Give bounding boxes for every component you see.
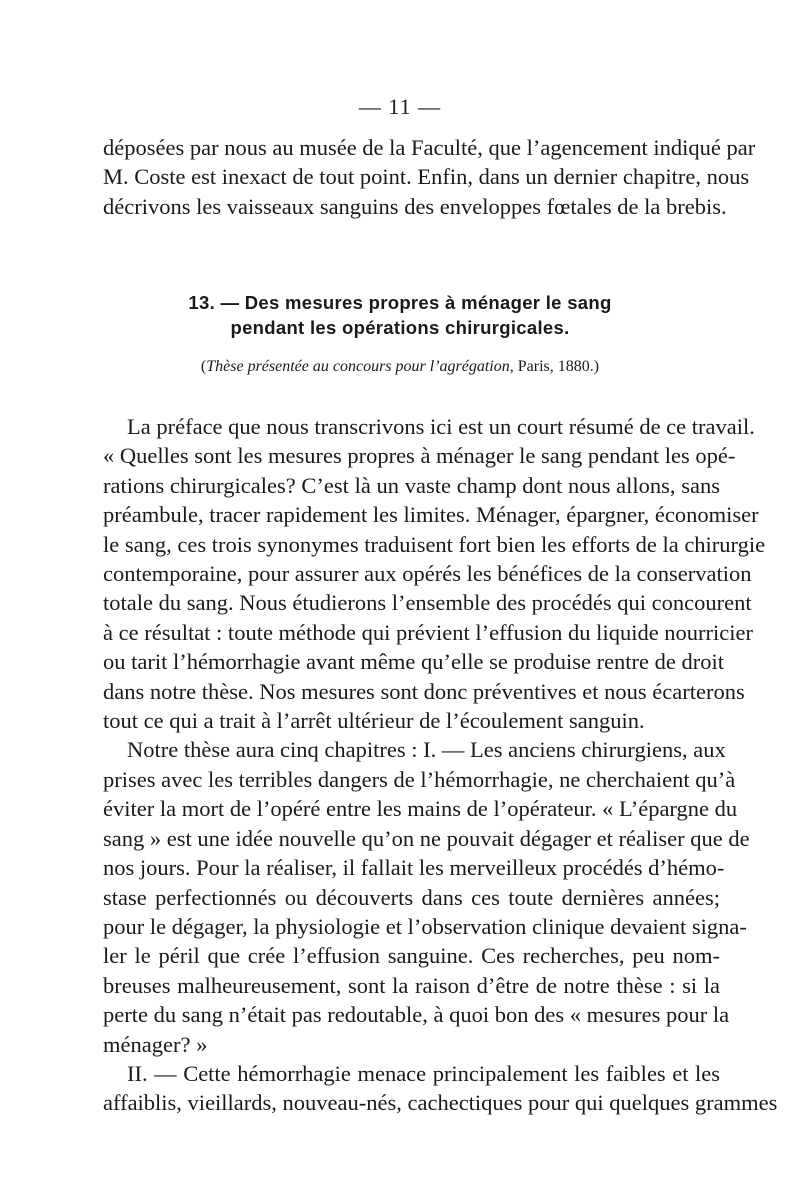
text-line: Notre thèse aura cinq chapitres : I. — Les anciens chirurgiens, aux <box>127 737 726 763</box>
text-line: déposées par nous au musée de la Faculté, que l’agencement indiqué par <box>103 135 756 160</box>
text-line: tout ce qui a trait à l’arrêt ultérieur de l’écoulement sanguin. <box>103 708 645 734</box>
section-heading <box>0 290 800 340</box>
text-line: ou tarit l’hémorrhagie avant même qu’elle se produise rentre de droit <box>103 649 725 675</box>
text-line: éviter la mort de l’opéré entre les mains de l’opérateur. « L’épargne du <box>103 796 738 822</box>
text-line: M. Coste est inexact de tout point. Enfin, dans un dernier chapitre, nous <box>103 164 750 190</box>
body-text <box>103 412 778 1118</box>
heading-line-1: 13. — Des mesures propres à ménager le sang <box>188 292 612 313</box>
text-line: II. — Cette hémorrhagie menace principalement les faibles et les <box>127 1060 720 1086</box>
citation-open: ( <box>200 358 207 375</box>
text-line: ménager? » <box>103 1031 208 1057</box>
intro-paragraph <box>103 133 756 221</box>
text-line: le sang, ces trois synonymes traduisent fort bien les efforts de la chirurgie <box>103 531 766 557</box>
text-line: contemporaine, pour assurer aux opérés les bénéfices de la conservation <box>103 561 752 587</box>
text-line: nos jours. Pour la réaliser, il fallait les merveilleux procédés d’hémo- <box>103 855 725 881</box>
text-line: breuses malheureusement, sont la raison d’être de notre thèse : si la <box>103 972 720 998</box>
citation-italic: Thèse présentée au concours pour l’agrégation, <box>206 358 514 375</box>
text-line: rations chirurgicales? C’est là un vaste champ dont nous allons, sans <box>103 472 720 498</box>
text-line: perte du sang n’était pas redoutable, à quoi bon des « mesures pour la <box>103 1002 730 1028</box>
text-line: « Quelles sont les mesures propres à ménager le sang pendant les opé- <box>103 443 736 469</box>
text-line: prises avec les terribles dangers de l’hémorrhagie, ne cherchaient qu’à <box>103 766 736 792</box>
page-number: — 11 — <box>358 94 442 119</box>
citation <box>0 358 800 376</box>
text-line: décrivons les vaisseaux sanguins des enveloppes fœtales de la brebis. <box>103 193 727 219</box>
text-line: à ce résultat : toute méthode qui prévient l’effusion du liquide nourricier <box>103 619 754 645</box>
text-line: pour le dégager, la physiologie et l’observation clinique devaient signa- <box>103 913 747 939</box>
heading-line-2: pendant les opérations chirurgicales. <box>230 317 570 338</box>
text-line: affaiblis, vieillards, nouveau-nés, cachectiques pour qui quelques grammes <box>103 1090 778 1116</box>
text-line: ler le péril que crée l’effusion sanguine. Ces recherches, peu nom- <box>103 943 720 969</box>
text-line: dans notre thèse. Nos mesures sont donc préventives et nous écarterons <box>103 678 745 704</box>
citation-roman: Paris, 1880.) <box>513 358 600 375</box>
text-line: stase perfectionnés ou découverts dans ces toute dernières années; <box>103 884 720 910</box>
text-line: sang » est une idée nouvelle qu’on ne pouvait dégager et réaliser que de <box>103 825 750 851</box>
text-line: totale du sang. Nous étudierons l’ensemble des procédés qui concourent <box>103 590 752 616</box>
text-line: préambule, tracer rapidement les limites. Ménager, épargner, économiser <box>103 502 759 528</box>
text-line: La préface que nous transcrivons ici est un court résumé de ce travail. <box>127 414 755 439</box>
